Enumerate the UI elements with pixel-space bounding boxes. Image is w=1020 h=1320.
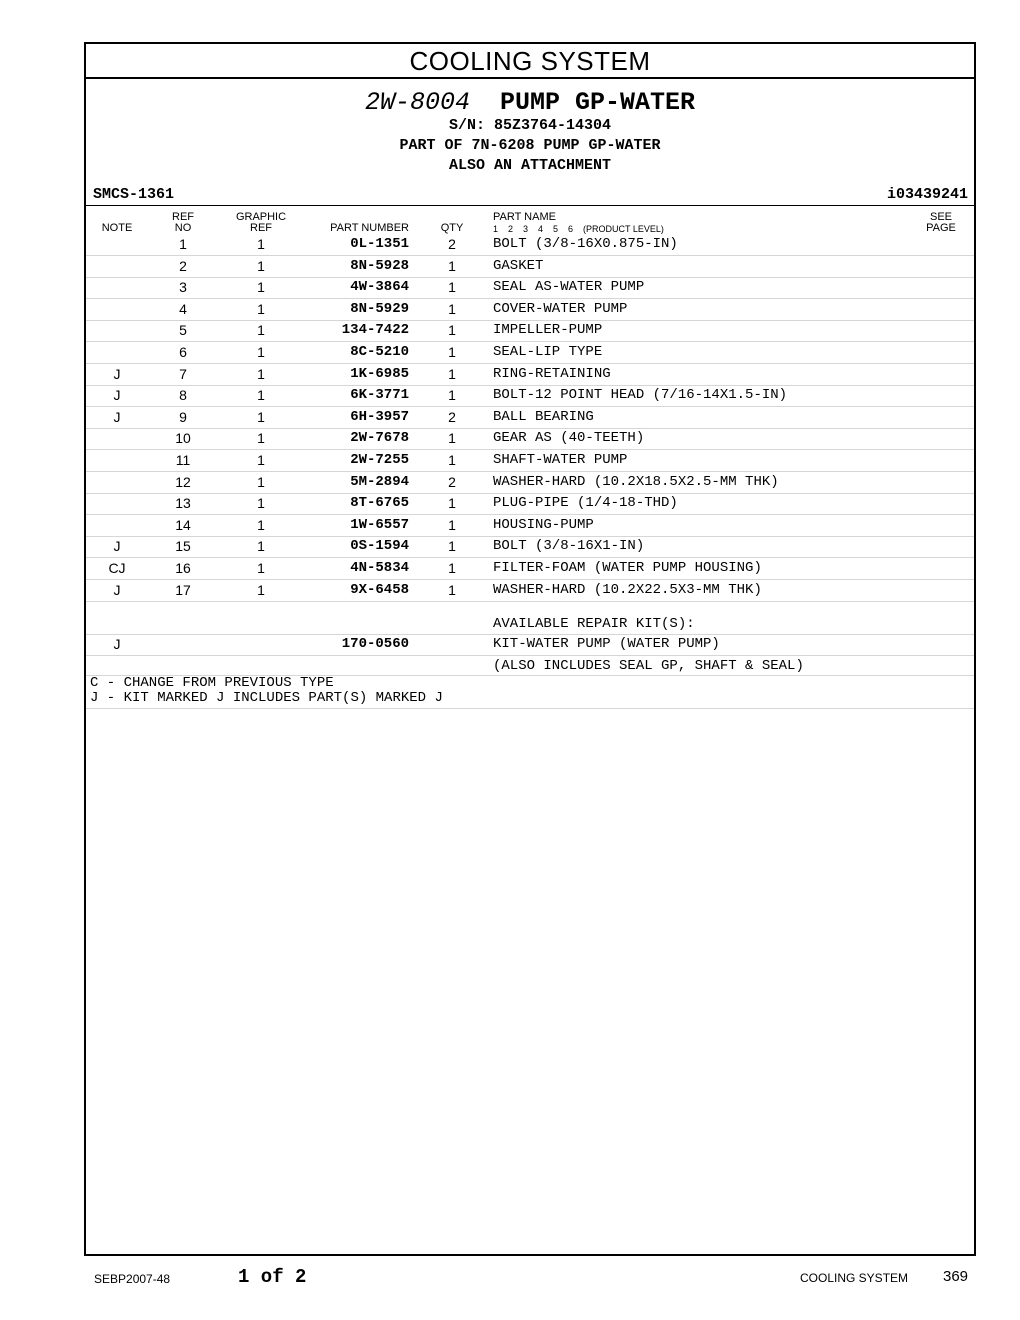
parts-page-frame bbox=[84, 42, 976, 1256]
row-note: J bbox=[113, 387, 121, 404]
group-name: PUMP GP-WATER bbox=[499, 88, 696, 117]
kit-includes-row bbox=[86, 656, 974, 674]
row-part-name: BALL BEARING bbox=[493, 408, 594, 425]
row-note: J bbox=[113, 538, 121, 555]
row-part-number: 5M-2894 bbox=[350, 473, 409, 490]
row-part-number: 6K-3771 bbox=[350, 387, 409, 404]
row-note: CJ bbox=[108, 560, 126, 576]
row-part-name: BOLT (3/8-16X1-IN) bbox=[493, 538, 645, 555]
smcs-code: SMCS-1361 bbox=[93, 186, 175, 203]
kit-heading: AVAILABLE REPAIR KIT(S): bbox=[493, 616, 695, 632]
row-ref-no: 13 bbox=[175, 495, 191, 512]
kit-row bbox=[86, 634, 974, 656]
row-qty: 1 bbox=[448, 279, 456, 296]
row-ref-no: 9 bbox=[179, 408, 187, 425]
row-part-number: 0S-1594 bbox=[350, 538, 409, 555]
group-part-number: 2W-8004 bbox=[364, 88, 470, 117]
row-part-name: BOLT (3/8-16X0.875-IN) bbox=[493, 236, 678, 252]
row-part-number: 2W-7678 bbox=[350, 430, 409, 447]
part-of-line: PART OF 7N-6208 PUMP GP-WATER bbox=[399, 137, 661, 154]
row-part-name: BOLT-12 POINT HEAD (7/16-14X1.5-IN) bbox=[493, 387, 788, 404]
col-part-number: PART NUMBER bbox=[330, 222, 409, 234]
table-row bbox=[86, 364, 974, 386]
table-row bbox=[86, 407, 974, 429]
row-qty: 1 bbox=[448, 452, 456, 468]
notes-divider-bottom bbox=[86, 708, 974, 709]
row-ref-no: 4 bbox=[179, 300, 187, 317]
row-graphic-ref: 1 bbox=[257, 452, 265, 468]
row-part-name: HOUSING-PUMP bbox=[493, 516, 594, 533]
col-product-level: 1 2 3 4 5 6 (PRODUCT LEVEL) bbox=[493, 224, 664, 234]
group-title bbox=[86, 88, 974, 118]
col-qty: QTY bbox=[440, 222, 464, 234]
row-qty: 1 bbox=[448, 430, 456, 447]
row-ref-no: 10 bbox=[175, 430, 191, 447]
col-ref-bottom: NO bbox=[174, 222, 192, 234]
table-row bbox=[86, 234, 974, 256]
row-part-name: WASHER-HARD (10.2X22.5X3-MM THK) bbox=[493, 581, 762, 598]
row-qty: 2 bbox=[448, 473, 456, 490]
footer-page-of: 1 of 2 bbox=[238, 1266, 307, 1288]
table-row bbox=[86, 472, 974, 494]
row-part-name: RING-RETAINING bbox=[493, 365, 611, 382]
row-qty: 2 bbox=[448, 408, 456, 425]
row-part-name: COVER-WATER PUMP bbox=[493, 300, 628, 317]
legend-notes bbox=[90, 676, 443, 706]
table-row bbox=[86, 428, 974, 450]
row-qty: 2 bbox=[448, 236, 456, 252]
illustration-id: i03439241 bbox=[886, 186, 968, 203]
table-row bbox=[86, 277, 974, 299]
row-qty: 1 bbox=[448, 365, 456, 382]
row-part-number: 1W-6557 bbox=[350, 516, 409, 533]
row-part-name: GASKET bbox=[493, 257, 544, 274]
row-part-number: 8T-6765 bbox=[350, 495, 409, 512]
attachment-line: ALSO AN ATTACHMENT bbox=[448, 157, 612, 174]
row-graphic-ref: 1 bbox=[257, 538, 265, 555]
row-part-number: 0L-1351 bbox=[350, 236, 409, 252]
row-part-number: 4W-3864 bbox=[350, 279, 409, 296]
row-graphic-ref: 1 bbox=[257, 322, 265, 339]
row-qty: 1 bbox=[448, 538, 456, 555]
table-row bbox=[86, 515, 974, 537]
table-row bbox=[86, 493, 974, 515]
row-part-number: 8N-5929 bbox=[350, 300, 409, 317]
row-part-number: 1K-6985 bbox=[350, 365, 409, 382]
table-row bbox=[86, 256, 974, 278]
col-ref-top: REF bbox=[172, 211, 194, 223]
row-qty: 1 bbox=[448, 344, 456, 360]
row-part-name: SEAL-LIP TYPE bbox=[493, 344, 603, 360]
row-graphic-ref: 1 bbox=[257, 408, 265, 425]
row-part-name: WASHER-HARD (10.2X18.5X2.5-MM THK) bbox=[493, 473, 779, 490]
row-part-name: SHAFT-WATER PUMP bbox=[493, 452, 628, 468]
col-part-name: PART NAME bbox=[493, 211, 556, 223]
row-part-number: 6H-3957 bbox=[350, 408, 409, 425]
table-row bbox=[86, 536, 974, 558]
row-graphic-ref: 1 bbox=[257, 387, 265, 404]
footer-doc-number: SEBP2007-48 bbox=[94, 1272, 171, 1286]
col-graphic-top: GRAPHIC bbox=[235, 211, 287, 223]
row-qty: 1 bbox=[448, 516, 456, 533]
row-graphic-ref: 1 bbox=[257, 279, 265, 296]
row-graphic-ref: 1 bbox=[257, 236, 265, 252]
serial-number: S/N: 85Z3764-14304 bbox=[448, 117, 612, 134]
row-note: J bbox=[113, 581, 121, 598]
row-ref-no: 16 bbox=[175, 560, 191, 576]
row-ref-no: 14 bbox=[175, 516, 191, 533]
row-ref-no: 2 bbox=[179, 257, 187, 274]
footer-page-number: 369 bbox=[943, 1268, 969, 1285]
col-see-top: SEE bbox=[929, 211, 952, 223]
legend-note-j: J - KIT MARKED J INCLUDES PART(S) MARKED J bbox=[90, 690, 443, 706]
col-note: NOTE bbox=[101, 222, 133, 234]
row-qty: 1 bbox=[448, 495, 456, 512]
legend-note-c: C - CHANGE FROM PREVIOUS TYPE bbox=[90, 675, 334, 691]
row-qty: 1 bbox=[448, 581, 456, 598]
row-part-number: 9X-6458 bbox=[350, 581, 409, 598]
row-ref-no: 6 bbox=[179, 344, 187, 360]
row-graphic-ref: 1 bbox=[257, 581, 265, 598]
row-graphic-ref: 1 bbox=[257, 560, 265, 576]
row-graphic-ref: 1 bbox=[257, 257, 265, 274]
row-graphic-ref: 1 bbox=[257, 516, 265, 533]
row-qty: 1 bbox=[448, 560, 456, 576]
row-note: J bbox=[113, 365, 121, 382]
col-graphic-bottom: REF bbox=[250, 222, 272, 234]
row-ref-no: 12 bbox=[175, 473, 191, 490]
kit-part-number: 170-0560 bbox=[341, 636, 409, 652]
row-ref-no: 7 bbox=[179, 365, 187, 382]
row-graphic-ref: 1 bbox=[257, 430, 265, 447]
section-title: COOLING SYSTEM bbox=[86, 44, 974, 79]
row-qty: 1 bbox=[448, 387, 456, 404]
row-part-name: FILTER-FOAM (WATER PUMP HOUSING) bbox=[493, 560, 762, 576]
row-ref-no: 15 bbox=[175, 538, 191, 555]
footer-section: COOLING SYSTEM bbox=[800, 1271, 909, 1285]
row-graphic-ref: 1 bbox=[257, 344, 265, 360]
table-row bbox=[86, 580, 974, 602]
kit-heading-row bbox=[86, 612, 974, 635]
table-row bbox=[86, 342, 974, 364]
col-see-bottom: PAGE bbox=[926, 222, 956, 234]
kit-name: KIT-WATER PUMP (WATER PUMP) bbox=[493, 636, 720, 652]
table-row bbox=[86, 299, 974, 321]
row-ref-no: 5 bbox=[179, 322, 187, 339]
row-graphic-ref: 1 bbox=[257, 473, 265, 490]
table-row bbox=[86, 558, 974, 580]
header-divider bbox=[86, 205, 974, 206]
row-qty: 1 bbox=[448, 300, 456, 317]
row-qty: 1 bbox=[448, 322, 456, 339]
row-part-name: PLUG-PIPE (1/4-18-THD) bbox=[493, 495, 678, 512]
row-part-number: 8N-5928 bbox=[350, 257, 409, 274]
table-row bbox=[86, 450, 974, 472]
row-part-number: 4N-5834 bbox=[350, 560, 409, 576]
row-ref-no: 3 bbox=[179, 279, 187, 296]
row-ref-no: 17 bbox=[175, 581, 191, 598]
row-qty: 1 bbox=[448, 257, 456, 274]
row-note: J bbox=[113, 408, 121, 425]
kit-note: J bbox=[113, 636, 121, 652]
kit-includes: (ALSO INCLUDES SEAL GP, SHAFT & SEAL) bbox=[493, 658, 804, 674]
table-row bbox=[86, 385, 974, 407]
row-ref-no: 1 bbox=[179, 236, 187, 252]
row-graphic-ref: 1 bbox=[257, 365, 265, 382]
table-row bbox=[86, 320, 974, 342]
row-graphic-ref: 1 bbox=[257, 300, 265, 317]
row-part-name: GEAR AS (40-TEETH) bbox=[493, 430, 645, 447]
row-part-name: SEAL AS-WATER PUMP bbox=[493, 279, 645, 296]
row-part-number: 134-7422 bbox=[341, 322, 409, 339]
row-graphic-ref: 1 bbox=[257, 495, 265, 512]
row-part-number: 2W-7255 bbox=[350, 452, 409, 468]
row-ref-no: 8 bbox=[179, 387, 187, 404]
row-part-name: IMPELLER-PUMP bbox=[493, 322, 603, 339]
row-part-number: 8C-5210 bbox=[350, 344, 409, 360]
row-ref-no: 11 bbox=[175, 452, 191, 468]
